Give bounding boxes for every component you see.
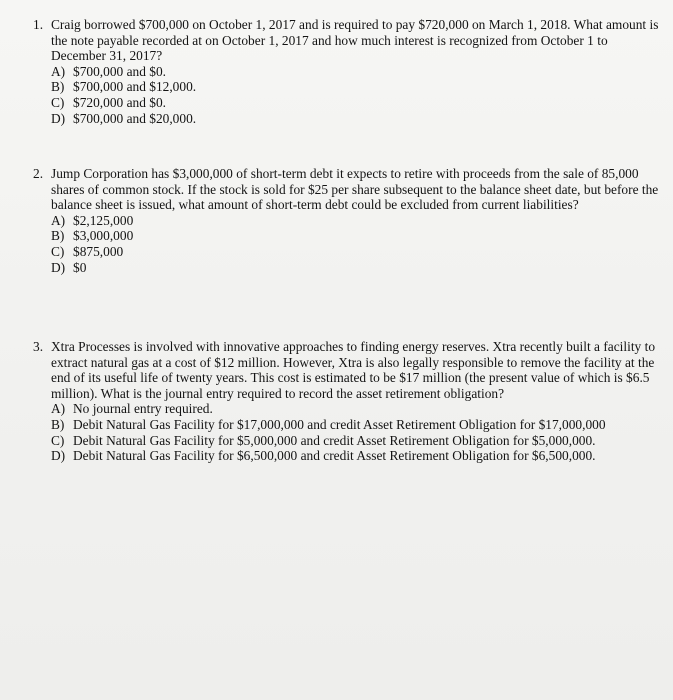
- option-text: $0: [73, 259, 87, 275]
- option-text: Debit Natural Gas Facility for $17,000,000 and credit Asset Retirement Obligation for $17,000,000: [73, 416, 606, 432]
- question-text: Craig borrowed $700,000 on October 1, 2017 and is required to pay $720,000 on March 1, 2018. What amount is the note payable recorded at on October 1, 2017 and how much interest is recognized from October 1 to December 31, 2017?: [51, 17, 659, 64]
- question-3: [33, 339, 663, 464]
- question-text: Xtra Processes is involved with innovative approaches to finding energy reserves. Xtra recently built a facility to extract natural gas at a cost of $12 million. However, Xtra is also legally responsible to remove the facility at the end of its useful life of twenty years. This cost is estimated to be $17 million (the present value of which is $6.5 million). What is the journal entry required to record the asset retirement obligation?: [51, 339, 656, 401]
- option-letter: B): [51, 416, 65, 432]
- option-letter: A): [51, 212, 66, 228]
- option-b: [51, 228, 663, 244]
- option-a: [51, 401, 663, 417]
- option-letter: D): [51, 259, 66, 275]
- question-1: [33, 17, 663, 126]
- option-b: [51, 79, 663, 95]
- question-number: 1.: [33, 17, 44, 32]
- option-letter: C): [51, 243, 65, 259]
- answer-options: [51, 401, 663, 463]
- option-c: [51, 433, 663, 449]
- question-number: 3.: [33, 339, 44, 354]
- question-number: 2.: [33, 166, 44, 181]
- option-text: No journal entry required.: [73, 401, 213, 417]
- option-letter: A): [51, 401, 66, 417]
- option-letter: C): [51, 94, 65, 110]
- question-text: Jump Corporation has $3,000,000 of short-term debt it expects to retire with proceeds from the sale of 85,000 shares of common stock. If the stock is sold for $25 per share subsequent to the balance sheet date, but before the balance sheet is issued, what amount of short-term debt could be excluded from current liabilities?: [51, 166, 659, 213]
- option-a: [51, 64, 663, 80]
- option-a: [51, 213, 663, 229]
- option-text: Debit Natural Gas Facility for $5,000,000 and credit Asset Retirement Obligation for $5,000,000.: [73, 432, 596, 448]
- option-letter: B): [51, 228, 65, 244]
- question-2: [33, 166, 663, 275]
- option-c: [51, 95, 663, 111]
- option-d: [51, 448, 663, 464]
- option-d: [51, 260, 663, 276]
- option-letter: D): [51, 448, 66, 464]
- option-text: $2,125,000: [73, 212, 134, 228]
- answer-options: [51, 213, 663, 275]
- answer-options: [51, 64, 663, 126]
- option-letter: D): [51, 110, 66, 126]
- option-b: [51, 417, 663, 433]
- option-text: $3,000,000: [73, 228, 134, 244]
- option-d: [51, 111, 663, 127]
- option-letter: C): [51, 432, 65, 448]
- option-text: Debit Natural Gas Facility for $6,500,000 and credit Asset Retirement Obligation for $6,500,000.: [73, 448, 596, 464]
- option-letter: B): [51, 79, 65, 95]
- option-text: $875,000: [73, 243, 124, 259]
- option-letter: A): [51, 63, 66, 79]
- option-text: $700,000 and $12,000.: [73, 79, 197, 95]
- option-c: [51, 244, 663, 260]
- option-text: $700,000 and $0.: [73, 63, 166, 79]
- option-text: $700,000 and $20,000.: [73, 110, 197, 126]
- option-text: $720,000 and $0.: [73, 94, 166, 110]
